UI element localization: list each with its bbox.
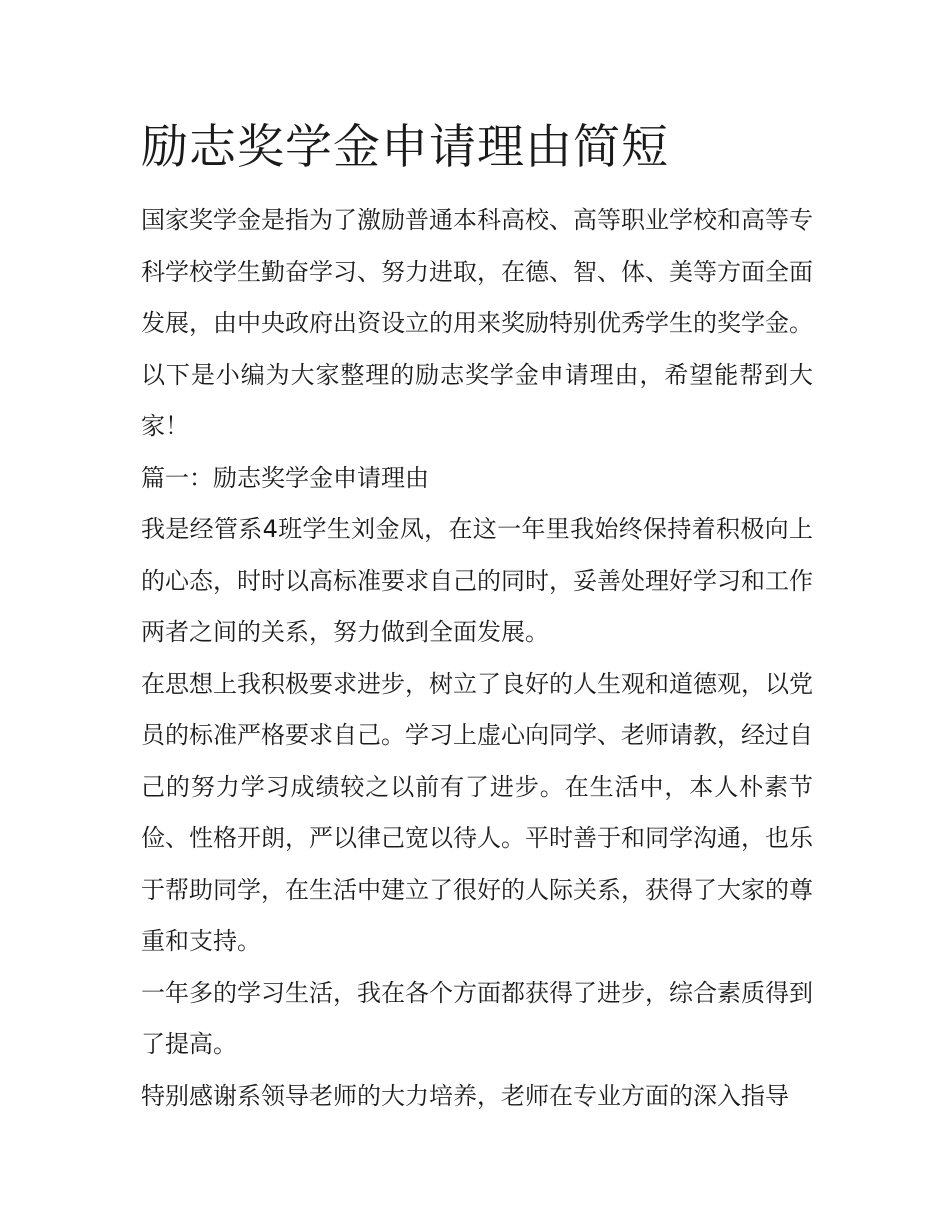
document-body <box>141 118 813 1122</box>
intro-paragraph: 国家奖学金是指为了激励普通本科高校、高等职业学校和高等专科学校学生勤奋学习、努力进取，在德、智、体、美等方面全面发展，由中央政府出资设立的用来奖励特别优秀学生的奖学金。以下是小编为大家整理的励志奖学金申请理由，希望能帮到大家！ <box>141 206 813 440</box>
body-paragraph: 我是经管系4班学生刘金凤，在这一年里我始终保持着积极向上的心态，时时以高标准要求自己的同时，妥善处理好学习和工作两者之间的关系，努力做到全面发展。 <box>141 515 813 646</box>
body-paragraph: 在思想上我积极要求进步，树立了良好的人生观和道德观，以党员的标准严格要求自己。学习上虚心向同学、老师请教，经过自己的努力学习成绩较之以前有了进步。在生活中，本人朴素节俭、性格开朗，严以律己宽以待人。平时善于和同学沟通，也乐于帮助同学，在生活中建立了很好的人际关系，获得了大家的尊重和支持。 <box>141 669 813 955</box>
section-heading: 篇一：励志奖学金申请理由 <box>141 463 429 492</box>
body-paragraph: 一年多的学习生活，我在各个方面都获得了进步，综合素质得到了提高。 <box>141 978 813 1058</box>
document-title: 励志奖学金申请理由简短 <box>141 120 669 175</box>
body-paragraph: 特别感谢系领导老师的大力培养，老师在专业方面的深入指导 <box>141 1081 789 1110</box>
